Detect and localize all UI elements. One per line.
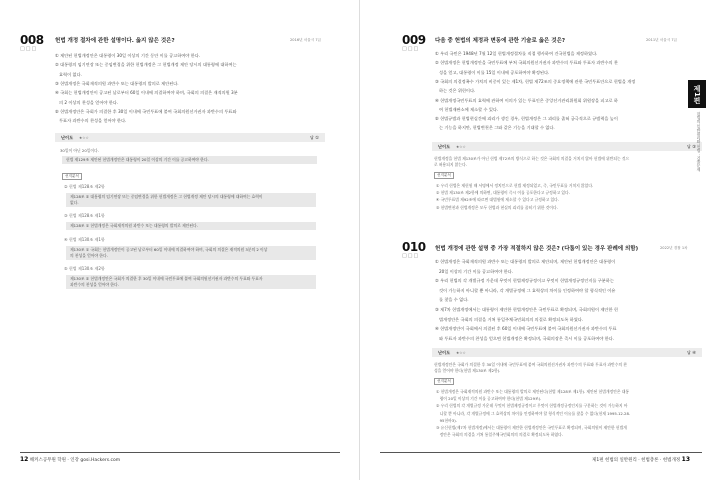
answer-option: ① 헌법개정은 국회재적의원 과반수 또는 대통령의 발의로 제안되며, 제안된 헌법개정안은 대통령이 xyxy=(435,259,616,264)
analysis-line: ② 우리 헌법의 각 개별규정 가운데 무엇이 헌법제정규정이고 무엇이 헌법개정규정인지를 구분하는 것이 가능하지 아 xyxy=(436,403,628,409)
analysis-sub: ④ 헌법 제130조 제1항 xyxy=(64,237,105,242)
answer-label: 답 ③ xyxy=(686,144,696,149)
analysis-line: 령이 20일 이상의 기간 이를 공고하여야 한다(헌법 제129조). xyxy=(436,396,542,402)
analysis-tag: 선지분석 xyxy=(434,378,454,385)
analysis-line: 95헌바3). xyxy=(436,417,457,423)
analysis-tag: 선지분석 xyxy=(434,172,454,179)
answer-label: 답 ① xyxy=(309,135,319,140)
right-page xyxy=(360,0,720,480)
analysis-line: 니할 뿐 아니라, 각 개별규정에 그 효력상의 차이를 인정하여야 할 형식적인 이유를 찾을 수 없다(헌재 1995.12.28. xyxy=(436,410,631,416)
chapter-tab[interactable]: 제1편 xyxy=(688,80,706,108)
analysis-line: 정안은 국회의 의결을 거쳐 통일주체국민회의의 의결로 확정되도록 하였다. xyxy=(436,432,563,438)
answer-option: 여 헌법재판소에 제소할 수 있다. xyxy=(435,106,499,112)
answer-option: 20일 이상의 기간 이를 공고하여야 한다. xyxy=(435,268,513,274)
answer-option: ② 우리 헌법의 각 개별규정 가운데 무엇이 헌법제정규정이고 무엇이 헌법개정규정인지를 구분하는 xyxy=(435,278,614,284)
analysis-tag: 선지분석 xyxy=(62,173,82,180)
check-boxes: □□□ xyxy=(20,46,38,52)
solution-text: 30일이 아닌 20일이다. xyxy=(60,148,99,153)
solution-text: 헌법개정안은 국회가 의결한 후 30일 이내에 국민투표에 붙여 국회의원선거권자 과반수의 투표와 투표자 과반수의 찬 xyxy=(434,362,627,367)
difficulty-label: 난이도 xyxy=(61,135,74,140)
analysis-line: ② 헌법 제130조 제2항에 의하면, 대통령이 즉시 이를 공포한다고 규정하고 있다. xyxy=(436,190,570,196)
solution-header xyxy=(55,133,325,142)
answer-option: 투표자 과반수의 찬성을 얻어야 한다. xyxy=(55,118,127,124)
analysis-sub: ② 헌법 제128조 제2항 xyxy=(64,184,105,189)
answer-option: 법개정안은 국회의 의결을 거쳐 통일주체국민회의의 의결로 확정되도록 하였다. xyxy=(435,316,584,322)
page-number: 13 xyxy=(681,456,691,463)
question-title: 다음 중 헌법의 제정과 변동에 관한 기술로 옳은 것은? xyxy=(435,38,566,44)
footer xyxy=(592,456,690,463)
question-number: 009 xyxy=(402,33,426,47)
analysis-sub: ⑤ 헌법 제130조 제2항 xyxy=(64,266,105,271)
question-source: 2022년 경찰 1차 xyxy=(660,246,688,250)
difficulty-label: 난이도 xyxy=(438,144,451,149)
answer-option: 를 찾을 수 없다. xyxy=(435,297,469,303)
footer-rule xyxy=(380,452,702,453)
question-title: 헌법 개정 절차에 관한 설명이다. 옳지 않은 것은? xyxy=(55,38,175,44)
answer-option: 와 투표자 과반수의 찬성을 얻으면 헌법개정은 확정되며, 국회의장은 즉시 이를 공포하여야 한다. xyxy=(435,335,615,341)
answer-option: 것이 가능하지 아니할 뿐 아니라, 각 개별규정에 그 효력상의 차이를 인정하여야 할 형식적인 이유 xyxy=(435,287,616,293)
answer-option: ④ 국회는 헌법개정안이 공고된 날로부터 60일 이내에 의결하여야 하며, 국회의 의결은 재적의원 3분 xyxy=(55,90,238,96)
question-source: 2011년 서울시 7급 xyxy=(646,38,678,42)
check-boxes: □□□ xyxy=(402,46,420,52)
analysis-line: ④ 국민투표법 제92조에 따르면 대법원에 제소할 수 있다고 규정하고 있다. xyxy=(436,197,560,203)
analysis-line: ① 우리 헌법은 제헌원 때 서명에서 정치인으로 헌법 제정되었고, 즉, 국민투표를 거치지 않았다. xyxy=(436,183,594,188)
analysis-sub: ③ 헌법 제128조 제1항 xyxy=(64,213,105,218)
answer-option: 의 2 이상의 찬성을 얻어야 한다. xyxy=(55,99,119,105)
answer-option: ② 대통령의 임기연장 또는 중임변경을 위한 헌법개정은 그 헌법개정 제안 당시의 대통령에 대하여는 xyxy=(55,62,237,68)
question-source: 2016년 서울시 7급 xyxy=(290,38,322,42)
law-quote: 제130조 ② 헌법개정안은 국회가 의결한 후 30일 이내에 국민투표에 붙여 국회의원선거권자 과반수의 투표와 투표자 과반수의 찬성을 얻어야 한다. xyxy=(66,275,316,289)
solution-text: 로 허용되지 않는다. xyxy=(434,162,467,167)
answer-option: 하는 것은 위헌이다. xyxy=(435,88,476,94)
answer-option: ⑤ 헌법개정안은 국회가 의결한 후 30일 이내에 국민투표에 붙여 국회의원선거권자 과반수의 투표와 xyxy=(55,108,237,114)
answer-label: 답 ④ xyxy=(686,350,696,355)
solution-header xyxy=(432,348,702,357)
check-boxes: □□□ xyxy=(402,253,420,259)
answer-option: 성을 얻고, 대통령이 이를 15일 이내에 공포하여야 확정된다. xyxy=(435,69,550,75)
analysis-line: ① 헌법개정은 국회재적의원 과반수 또는 대통령의 발의로 제안된다(헌법 제128조 제1항). 제안된 헌법개정안은 대통 xyxy=(436,389,630,394)
footer xyxy=(20,456,120,463)
answer-option: ③ 헌법개정은 국회재적의원 과반수 또는 대통령의 발의로 제안된다. xyxy=(55,80,179,86)
solution-header xyxy=(432,142,702,151)
footer-rule xyxy=(20,452,340,453)
answer-option: ① 우리 국민은 1948년 7월 12일 헌법개정절차를 직접 행사하여 건국헌법을 제정하였다. xyxy=(435,51,598,56)
law-quote: 제128조 ① 헌법개정은 국회재적의원 과반수 또는 대통령의 발의로 제안된다. xyxy=(66,222,316,230)
answer-option: 는 기능을 하지만, 헌법변천은 그와 같은 기능을 기대할 수 없다. xyxy=(435,125,555,131)
difficulty-stars: ★☆☆ xyxy=(456,350,466,355)
answer-option: ③ 제7차 헌법개정에서는 대통령이 제안한 헌법개정안은 국민투표로 확정되며, 국회의원이 제안한 헌 xyxy=(435,307,618,312)
solution-text: 헌법개정을 헌법 제130조가 아닌 헌법 제72조의 방식으로 하는 것은 국회의 의결을 거치지 않아 헌법에 위반되는 것으 xyxy=(434,156,630,161)
analysis-line: ⑤ 헌법변천과 헌법개정은 모두 헌법과 현실의 괴리를 좁히기 위한 것이다. xyxy=(436,204,558,210)
difficulty-stars: ★☆☆ xyxy=(456,144,466,149)
question-number: 008 xyxy=(20,33,44,47)
page-number: 12 xyxy=(20,456,29,463)
answer-option: ⑤ 헌법규범과 헌법현실간에 괴리가 생긴 경우, 헌법개정은 그 괴리를 좁혀 궁극적으로 규범력을 높이 xyxy=(435,116,618,122)
answer-option: ② 헌법개정은 헌법개정안을 국민투표에 부쳐 국회의원선거권자 과반수의 투표와 투표자 과반수의 찬 xyxy=(435,60,618,66)
difficulty-stars: ★☆☆ xyxy=(79,135,89,140)
answer-option: ① 제안된 헌법개정안은 대통령이 30일 이상의 기간 동안 이를 공고하여야 한다. xyxy=(55,53,201,58)
question-title: 헌법 개정에 관한 설명 중 가장 적절하지 않은 것은? (다툼이 있는 경우 판례에 의함) xyxy=(435,246,639,252)
law-quote: 제128조 ② 대통령의 임기연장 또는 중임변경을 위한 헌법개정은 그 헌법개정 제안 당시의 대통령에 대하여는 효력이 없다. xyxy=(66,193,316,207)
chapter-tab-text: 헌법의 일반원리와 헌법 · 기출문제 xyxy=(697,112,702,172)
answer-option: ④ 헌법개정국민투표의 효력에 관하여 이의가 있는 투표인은 중앙선거관리위원회 위원장을 피고로 하 xyxy=(435,97,618,103)
answer-option: ③ 국회의 의결정족수 가치의 비중이 있는 제1차, 헌법 제72조의 중요정책에 관한 국민투표안으로 헌법을 개정 xyxy=(435,78,636,84)
analysis-line: ③ 유신헌법(제7차 헌법개정)에서는 대통령이 제안한 헌법개정안은 국민투표로 확정되며, 국회의원이 제안한 헌법개 xyxy=(436,425,627,430)
law-quote: 헌법 제129조 제안된 헌법개정안은 대통령이 20일 이상의 기간 이를 공고하여야 한다. xyxy=(62,156,317,164)
answer-option: 효력이 없다. xyxy=(55,71,82,77)
footer-text: 해커스공무원 학원 · 인강 gosi.Hackers.com xyxy=(29,458,121,463)
question-number: 010 xyxy=(402,240,426,254)
law-quote: 제130조 ① 국회는 헌법개정안이 공고된 날로부터 60일 이내에 의결하여야 하며, 국회의 의결은 재적의원 3분의 2 이상 의 찬성을 얻어야 한다. xyxy=(66,246,316,260)
solution-text: 성을 얻어야 한다(헌법 제130조 제2항). xyxy=(434,368,501,373)
answer-option: ④ 헌법개정안이 국회에서 의결된 후 60일 이내에 국민투표에 붙여 국회의원선거권자 과반수의 투표 xyxy=(435,326,617,332)
difficulty-label: 난이도 xyxy=(438,350,451,355)
footer-text: 제1편 헌법의 일반원리 · 헌법총론 · 헌법개정 xyxy=(592,458,681,463)
